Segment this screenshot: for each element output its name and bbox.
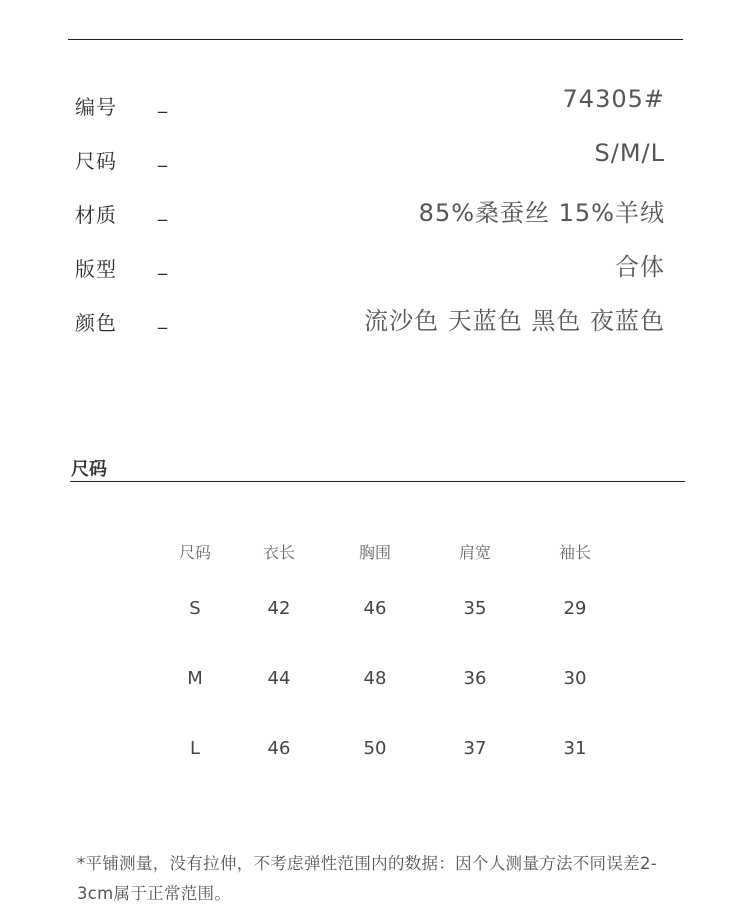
spec-label-code: 编号 bbox=[75, 95, 117, 119]
size-table bbox=[145, 532, 625, 802]
table-cell: S bbox=[189, 598, 201, 619]
spec-label-color: 颜色 bbox=[75, 311, 117, 335]
spec-row-size bbox=[0, 137, 750, 177]
spec-value-code: 74305# bbox=[562, 85, 665, 113]
spec-value-size: S/M/L bbox=[594, 139, 665, 167]
table-cell: 46 bbox=[267, 738, 291, 759]
spec-separator: _ bbox=[158, 255, 167, 276]
spec-label-size: 尺码 bbox=[75, 149, 117, 173]
table-cell: 50 bbox=[363, 738, 387, 759]
table-cell: 48 bbox=[363, 668, 387, 689]
header-cell: 袖长 bbox=[558, 543, 591, 562]
header-cell: 衣长 bbox=[262, 543, 295, 562]
size-section-title: 尺码 bbox=[71, 459, 107, 480]
spec-row-fit bbox=[0, 245, 750, 285]
table-cell: 31 bbox=[563, 738, 587, 759]
spec-separator: _ bbox=[158, 147, 167, 168]
spec-row-code bbox=[0, 83, 750, 123]
spec-row-color bbox=[0, 299, 750, 339]
spec-label-material: 材质 bbox=[75, 203, 117, 227]
table-cell: 35 bbox=[463, 598, 487, 619]
spec-label-fit: 版型 bbox=[75, 257, 117, 281]
table-cell: 42 bbox=[267, 598, 291, 619]
size-section-divider bbox=[70, 481, 685, 482]
table-cell: 30 bbox=[563, 668, 587, 689]
measurement-note: *平铺测量，没有拉伸，不考虑弹性范围内的数据：因个人测量方法不同误差2-3cm属于正常范围。 bbox=[77, 854, 658, 903]
table-cell: 44 bbox=[267, 668, 291, 689]
header-cell: 尺码 bbox=[178, 543, 211, 562]
table-row bbox=[145, 732, 625, 802]
spec-value-fit: 合体 bbox=[615, 253, 665, 281]
table-cell: 29 bbox=[563, 598, 587, 619]
table-cell: M bbox=[187, 668, 203, 689]
table-cell: L bbox=[189, 738, 201, 759]
spec-separator: _ bbox=[158, 93, 167, 114]
spec-value-color: 流沙色 天蓝色 黑色 夜蓝色 bbox=[364, 307, 665, 335]
spec-value-material: 85%桑蚕丝 15%羊绒 bbox=[418, 199, 665, 227]
header-cell: 胸围 bbox=[358, 543, 391, 562]
spec-separator: _ bbox=[158, 201, 167, 222]
header-cell: 肩宽 bbox=[458, 543, 491, 562]
table-cell: 37 bbox=[463, 738, 487, 759]
table-cell: 46 bbox=[363, 598, 387, 619]
spec-row-material bbox=[0, 191, 750, 231]
size-table-header bbox=[145, 532, 625, 592]
table-row bbox=[145, 662, 625, 732]
spec-separator: _ bbox=[158, 309, 167, 330]
table-row bbox=[145, 592, 625, 662]
top-divider bbox=[68, 39, 683, 40]
table-cell: 36 bbox=[463, 668, 487, 689]
